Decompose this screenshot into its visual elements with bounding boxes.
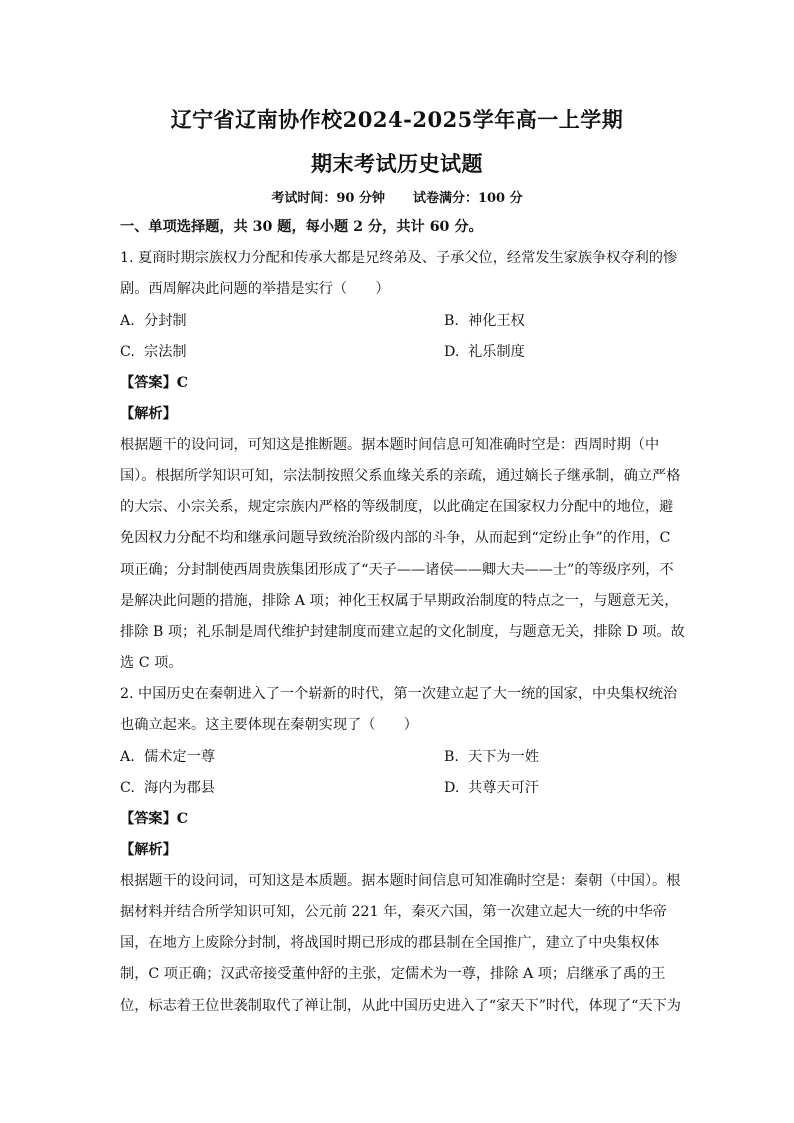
q1-stem-line: 1. 夏商时期宗族权力分配和传承大都是兄终弟及、子承父位，经常发生家族争权夺利的惨 [120, 250, 678, 266]
q2-analysis-line: 国，在地方上废除分封制，将战国时期已形成的郡县制在全国推广，建立了中央集权体 [120, 935, 660, 951]
q2-analysis-line: 制，C 项正确；汉武帝接受董仲舒的主张，定儒术为一尊，排除 A 项；启继承了禹的王 [120, 966, 666, 982]
exam-time: 考试时间：90 分钟 [271, 191, 385, 206]
q2-option-b: B. 天下为一姓 [444, 749, 539, 765]
q1-analysis-line: 选 C 项。 [120, 655, 183, 671]
q1-option-d: D. 礼乐制度 [444, 344, 525, 360]
q1-analysis-line: 是解决此问题的措施，排除 A 项；神化王权属于早期政治制度的特点之一，与题意无关， [120, 593, 679, 609]
full-score: 试卷满分：100 分 [412, 191, 523, 206]
q1-stem-line: 剧。西周解决此问题的举措是实行（ ） [120, 281, 390, 297]
document-subtitle: 期末考试历史试题 [311, 151, 483, 176]
q2-analysis-label: 【解析】 [120, 842, 177, 858]
q1-analysis-line: 排除 B 项；礼乐制是周代维护封建制度而建立起的文化制度，与题意无关，排除 D 项。故 [120, 624, 685, 640]
q2-option-d: D. 共尊天可汗 [444, 780, 539, 796]
q2-option-c: C. 海内为郡县 [120, 780, 215, 796]
exam-meta [0, 187, 794, 206]
q1-analysis-line: 国）。根据所学知识可知，宗法制按照父系血缘关系的亲疏，通过嫡长子继承制，确立严格 [120, 468, 681, 484]
q1-answer: 【答案】C [120, 375, 189, 391]
q2-stem-line: 2. 中国历史在秦朝进入了一个崭新的时代，第一次建立起了大一统的国家，中央集权统治 [120, 686, 678, 702]
q2-answer: 【答案】C [120, 811, 189, 827]
q1-option-a: A. 分封制 [120, 313, 187, 329]
section-heading: 一、单项选择题，共 30 题，每小题 2 分，共计 60 分。 [120, 219, 483, 235]
q1-analysis-label: 【解析】 [120, 406, 177, 422]
q2-analysis-line: 根据题干的设问词，可知这是本质题。据本题时间信息可知准确时空是：秦朝（中国）。根 [120, 873, 681, 889]
document-title: 辽宁省辽南协作校2024-2025学年高一上学期 [170, 107, 624, 132]
q1-analysis-line: 根据题干的设问词，可知这是推断题。据本题时间信息可知准确时空是：西周时期（中 [120, 437, 660, 453]
q1-option-c: C. 宗法制 [120, 344, 187, 360]
q1-analysis-line: 的大宗、小宗关系，规定宗族内严格的等级制度，以此确定在国家权力分配中的地位，避 [120, 499, 674, 515]
q2-analysis-line: 据材料并结合所学知识可知，公元前 221 年，秦灭六国，第一次建立起大一统的中华帝 [120, 904, 667, 920]
q2-option-a: A. 儒术定一尊 [120, 749, 215, 765]
q1-option-b: B. 神化王权 [444, 313, 525, 329]
q2-analysis-line: 位，标志着王位世袭制取代了禅让制，从此中国历史进入了“家天下”时代，体现了“天下为 [120, 998, 681, 1014]
q1-analysis-line: 项正确；分封制使西周贵族集团形成了“天子——诸侯——卿大夫——士”的等级序列，不 [120, 562, 674, 578]
q2-stem-line: 也确立起来。这主要体现在秦朝实现了（ ） [120, 717, 418, 733]
q1-analysis-line: 免因权力分配不均和继承问题导致统治阶级内部的斗争，从而起到“定纷止争”的作用，C [120, 530, 671, 546]
